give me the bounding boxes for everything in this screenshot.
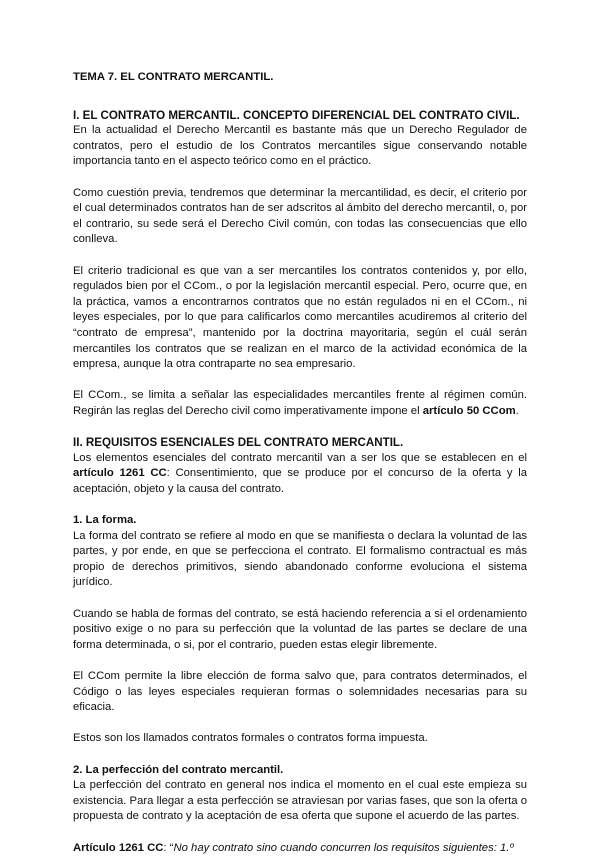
paragraph: Los elementos esenciales del contrato mercantil van a ser los que se establecen en el artículo 1261 CC: Consentimiento, que se produce por el concurso de la oferta y la aceptación, objeto y la causa del contrato.	[73, 451, 527, 498]
article-reference: Artículo 1261 CC	[73, 842, 163, 854]
subsection-heading-perfeccion: 2. La perfección del contrato mercantil.	[73, 763, 527, 779]
subsection-heading-forma: 1. La forma.	[73, 513, 527, 529]
paragraph: Artículo 1261 CC: “No hay contrato sino cuando concurren los requisitos siguientes: 1.º	[73, 841, 527, 856]
article-reference: artículo 1261 CC	[73, 467, 167, 479]
document-page	[73, 70, 527, 856]
paragraph: Como cuestión previa, tendremos que determinar la mercantilidad, es decir, el criterio por el cual determinados contratos han de ser adscritos al ámbito del derecho mercantil, o, por el contrario, su sede será el Derecho Civil común, con todas las consecuencias que ello conlleva.	[73, 186, 527, 248]
quoted-text: No hay contrato sino cuando concurren los requisitos siguientes: 1.º	[173, 842, 513, 854]
article-reference: artículo 50 CCom	[423, 405, 516, 417]
paragraph: Cuando se habla de formas del contrato, se está haciendo referencia a si el ordenamiento positivo exige o no para su perfección que la voluntad de las partes se declare de una forma determinada, o si, por el contrario, pueden estas elegir libremente.	[73, 607, 527, 654]
paragraph: Estos son los llamados contratos formales o contratos forma impuesta.	[73, 731, 527, 747]
paragraph: El criterio tradicional es que van a ser mercantiles los contratos contenidos y, por ello, regulados bien por el CCom., o por la legislación mercantil especial. Pero, ocurre que, en la práctica, vamos a encontrarnos contratos que no están regulados ni en el CCom., ni leyes especiales, por lo que para calificarlos como mercantiles acudiremos al criterio del “contrato de empresa”, mantenido por la doctrina mayoritaria, según el cuál serán mercantiles los contratos que se realizan en el marco de la actividad económica de la empresa, aunque la otra contraparte no sea empresario.	[73, 264, 527, 373]
paragraph: La perfección del contrato en general nos indica el momento en el cual este empieza su existencia. Para llegar a esta perfección se atraviesan por varias fases, que son la oferta o propuesta de contrato y la aceptación de esa oferta que supone el acuerdo de las partes.	[73, 778, 527, 825]
document-title: TEMA 7. EL CONTRATO MERCANTIL.	[73, 70, 527, 86]
paragraph: En la actualidad el Derecho Mercantil es bastante más que un Derecho Regulador de contratos, pero el estudio de los Contratos mercantiles sigue conservando notable importancia tanto en el aspecto teórico como en el práctico.	[73, 123, 527, 170]
paragraph: El CCom., se limita a señalar las especialidades mercantiles frente al régimen común. Regirán las reglas del Derecho civil como imperativamente impone el artículo 50 CCom.	[73, 388, 527, 419]
paragraph: El CCom permite la libre elección de forma salvo que, para contratos determinados, el Código o las leyes especiales requieran formas o solemnidades necesarias para su eficacia.	[73, 669, 527, 716]
section-heading-1: I. EL CONTRATO MERCANTIL. CONCEPTO DIFERENCIAL DEL CONTRATO CIVIL.	[73, 108, 527, 124]
paragraph: La forma del contrato se refiere al modo en que se manifiesta o declara la voluntad de las partes, y por ende, en que se perfecciona el contrato. El formalismo contractual es más propio de derechos primitivos, siendo abandonado conforme evoluciona el sistema jurídico.	[73, 529, 527, 591]
section-heading-2: II. REQUISITOS ESENCIALES DEL CONTRATO MERCANTIL.	[73, 435, 527, 451]
